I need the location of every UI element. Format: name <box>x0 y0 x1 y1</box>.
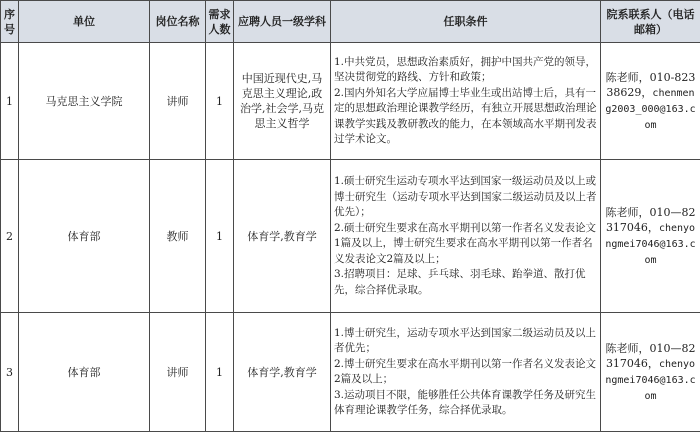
table-row <box>1 313 700 432</box>
header-count: 需求人数 <box>206 1 234 43</box>
cell-count: 1 <box>206 313 234 432</box>
cell-subject: 体育学,教育学 <box>234 313 331 432</box>
header-contact: 院系联系人（电话邮箱） <box>601 1 700 43</box>
header-subject: 应聘人员一级学科 <box>234 1 331 43</box>
cell-requirements <box>331 43 601 160</box>
requirement-item: 2.硕士研究生要求在高水平期刊以第一作者名义发表论文1篇及以上，博士研究生要求在高水平期刊以第一作者名义发表论文2篇及以上； <box>334 221 597 265</box>
cell-unit: 马克思主义学院 <box>19 43 150 160</box>
cell-unit: 体育部 <box>19 160 150 313</box>
contact-email[interactable]: chenmeng2003_000@163.com <box>605 87 696 131</box>
table-row <box>1 43 700 160</box>
cell-no: 2 <box>1 160 19 313</box>
requirement-item: 1.博士研究生，运动专项水平达到国家二级运动员及以上者优先； <box>334 326 597 354</box>
contact-name-phone: 陈老师，010—82317046， <box>605 205 696 234</box>
cell-subject: 体育学,教育学 <box>234 160 331 313</box>
header-row <box>1 1 700 43</box>
cell-unit: 体育部 <box>19 313 150 432</box>
cell-subject: 中国近现代史,马克思主义理论,政治学,社会学,马克思主义哲学 <box>234 43 331 160</box>
cell-no: 3 <box>1 313 19 432</box>
cell-count: 1 <box>206 160 234 313</box>
header-requirements: 任职条件 <box>331 1 601 43</box>
cell-position: 教师 <box>150 160 206 313</box>
requirement-item: 2.国内外知名大学应届博士毕业生或出站博士后，具有一定的思想政治理论课教学经历，有独立开展思想政治理论课教学实践及教研教改的能力，在本领域高水平期刊发表过学术论文。 <box>334 86 597 145</box>
contact-email[interactable]: chenyongmei7046@163.com <box>605 222 696 266</box>
cell-requirements <box>331 313 601 432</box>
cell-requirements <box>331 160 601 313</box>
requirement-item: 3.招聘项目：足球、乒乓球、羽毛球、跆拳道、散打优先，综合择优录取。 <box>334 268 586 296</box>
header-no: 序号 <box>1 1 19 43</box>
header-position: 岗位名称 <box>150 1 206 43</box>
cell-no: 1 <box>1 43 19 160</box>
header-unit: 单位 <box>19 1 150 43</box>
cell-count: 1 <box>206 43 234 160</box>
cell-position: 讲师 <box>150 43 206 160</box>
requirement-item: 2.博士研究生要求在高水平期刊以第一作者名义发表论文2篇及以上； <box>334 357 597 385</box>
cell-position: 讲师 <box>150 313 206 432</box>
requirement-item: 1.硕士研究生运动专项水平达到国家一级运动员及以上或博士研究生（运动专项水平达到国家二级运动员及以上者优先）； <box>334 175 597 218</box>
requirement-item: 3.运动项目不限，能够胜任公共体育课教学任务及研究生体育理论课教学任务，综合择优录取。 <box>334 388 597 416</box>
cell-contact <box>601 313 700 432</box>
contact-name-phone: 陈老师，010-82338629， <box>605 70 696 99</box>
cell-contact <box>601 160 700 313</box>
contact-name-phone: 陈老师，010—82317046， <box>605 341 696 370</box>
table-row <box>1 160 700 313</box>
requirement-item: 1.中共党员，思想政治素质好，拥护中国共产党的领导，坚决贯彻党的路线、方针和政策； <box>334 55 597 83</box>
cell-contact <box>601 43 700 160</box>
contact-email[interactable]: chenyongmei7046@163.com <box>605 358 696 402</box>
